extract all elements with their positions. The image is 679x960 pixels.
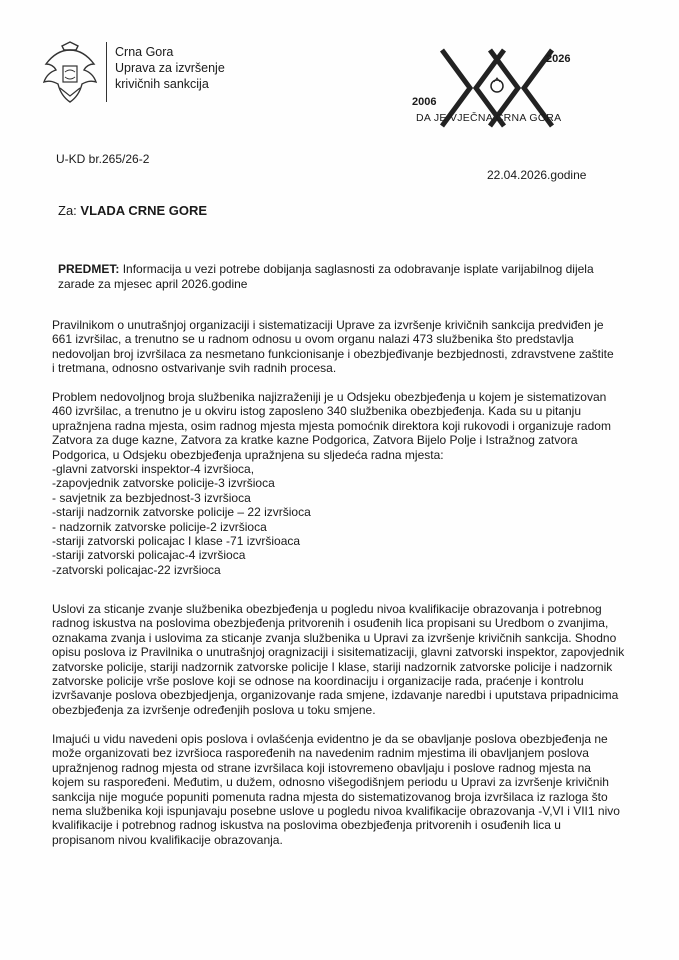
- paragraph-line: obezbjeđenja za izvršenje određenjih poslova u toku smjene.: [52, 702, 376, 717]
- paragraph-4: [52, 732, 637, 847]
- position-list-item: -zapovjednik zatvorske policije-3 izvršioca: [52, 476, 275, 491]
- recipient: [58, 203, 207, 218]
- subject: [58, 262, 633, 292]
- position-list-item: -glavni zatvorski inspektor-4 izvršioca,: [52, 462, 255, 477]
- paragraph-line: upražnjena radna mjesta, osim radnog mjesta mjesta pomoćnik direktora koji rukovodi i organizuje radom: [52, 418, 611, 433]
- document-date: 22.04.2026.godine: [487, 168, 587, 182]
- org-line-2: Uprava za izvršenje: [115, 61, 225, 75]
- paragraph-line: sankcija nije moguće popuniti pomenuta radna mjesta do sistematizovanog broja izvršilaca iz razloga što: [52, 789, 608, 804]
- position-list-item: -stariji nadzornik zatvorske policije – 22 izvršioca: [52, 505, 311, 520]
- paragraph-line: Zatvora za duge kazne, Zatvora za kratke kazne Podgorica, Zatvora Bijelo Polje i Istražnog zatvora: [52, 433, 578, 448]
- paragraph-line: upražnjenog radnog mjesta od strane izvršilaca koji istovremeno obavljaju i poslove radnog mjesta na: [52, 760, 591, 775]
- paragraph-line: i tretmana, odnosno ostvarivanje svih radnih procesa.: [52, 361, 337, 376]
- paragraph-line: izvršavanje poslova obezbjedjenja, organizovanje rada smjene, izdavanje naredbi i uputstava pripadnicima: [52, 688, 619, 703]
- paragraph-line: nedovoljan broj izvršilaca za nesmetano funkcionisanje i obezbjeđivanje bezbjednosti, zdravstvene zaštite: [52, 346, 614, 361]
- paragraph-line: propisanom nivou kvalifikacije obrazovanja.: [52, 832, 283, 847]
- reference-number: U-KD br.265/26-2: [56, 152, 150, 166]
- header-divider: [106, 42, 107, 102]
- paragraph-line: 661 izvršilac, a trenutno se u radnom odnosu u ovom organu nalazi 473 službenika što predstavlja: [52, 332, 574, 347]
- org-line-3: krivičnih sankcija: [115, 77, 209, 91]
- paragraph-line: Uslovi za sticanje zvanje službenika obezbjeđenja u pogledu nivoa kvalifikacije obrazovanja i potrebnog: [52, 602, 602, 616]
- logo-year-start: 2006: [412, 96, 437, 108]
- paragraph-line: kvalifikacije i potrebnog radnog iskustva na poslovima obezbjeđenja pritvorenih i osuđenih lica u: [52, 818, 561, 833]
- position-list-item: -stariji zatvorski policajac I klase -71 izvršioaca: [52, 534, 301, 549]
- recipient-name: VLADA CRNE GORE: [80, 203, 208, 218]
- paragraph-line: može organizovati bez izvršioca raspoređenih na navedenim radnim mjestima ili obavljanjem poslova: [52, 746, 589, 761]
- paragraph-2: [52, 390, 637, 577]
- subject-label: PREDMET:: [58, 262, 120, 276]
- paragraph-line: opisu poslova iz Pravilnika o unutrašnjoj oragnizaciji i sisitematizaciji, glavni zatvorski inspektor, zapovjednik: [52, 645, 625, 660]
- paragraph-line: Problem nedovoljnog broja službenika najizraženiji je u Odsjeku obezbjeđenja u kojem je sistematizovan: [52, 390, 607, 404]
- paragraph-line: zatvorske policije vrše poslove koji se odnose na koordinaciju i organizacije rada, praćenje i kontrolu: [52, 674, 584, 689]
- logo-tagline: DA JE VJEČNA CRNA GORA: [416, 112, 562, 124]
- paragraph-line: kojem su raspoređeni. Međutim, u dužem, odnosno višegodišnjem periodu u Upravi za izvršenje krivičnih: [52, 775, 609, 790]
- paragraph-line: Pravilnikom o unutrašnjoj organizaciji i sistematizaciji Uprave za izvršenje krivičnih sankcija predviđen je: [52, 318, 604, 332]
- subject-line-1: Informacija u vezi potrebe dobijanja saglasnosti za odobravanje isplate varijabilnog dijela: [122, 262, 594, 276]
- position-list-item: - savjetnik za bezbjednost-3 izvršioca: [52, 490, 251, 505]
- position-list-item: -zatvorski policajac-22 izvršioca: [52, 562, 221, 577]
- paragraph-line: radnog iskustva na poslovima obezbjeđenja pritvorenih i osuđenih lica propisani su Uredbom o zvanjima,: [52, 616, 609, 631]
- recipient-label: Za:: [58, 203, 77, 218]
- paragraph-line: 460 izvršilac, a trenutno je u okviru istog zaposleno 340 službenika obezbjeđenja. Kada su u pitanju: [52, 404, 582, 419]
- paragraph-line: nema službenika koji ispunjavaju posebne uslove u pogledu nivoa kvalifikacije obrazovanja -V,VI i VII1 nivo: [52, 804, 620, 819]
- paragraph-line: oznakama zvanja i uslovima za sticanje zvanja službenika u Upravi za izvršenje krivičnih sankcija. Shodno: [52, 630, 617, 645]
- position-list-item: - nadzornik zatvorske policije-2 izvršioca: [52, 519, 267, 534]
- paragraph-line: Imajući u vidu navedeni opis poslova i ovlašćenja evidentno je da se obavljanje poslova obezbjeđenja ne: [52, 732, 608, 746]
- position-list-item: -stariji zatvorski policajac-4 izvršioca: [52, 548, 246, 563]
- org-line-1: Crna Gora: [115, 45, 174, 59]
- paragraph-line: Podgorica, u Odsjeku obezbjeđenja upražnjena su sljedeća radna mjesta:: [52, 447, 444, 462]
- paragraph-1: [52, 318, 637, 376]
- logo-year-end: 2026: [546, 53, 571, 65]
- subject-line-2: zarade za mjesec april 2026.godine: [58, 277, 248, 291]
- coat-of-arms-icon: [40, 40, 100, 106]
- paragraph-line: zatvorske policije, stariji nadzornik zatvorske policije I klase, stariji nadzornik zatvorske policije i nadzornik: [52, 659, 613, 674]
- paragraph-3: [52, 602, 637, 717]
- organization-name: [115, 44, 225, 92]
